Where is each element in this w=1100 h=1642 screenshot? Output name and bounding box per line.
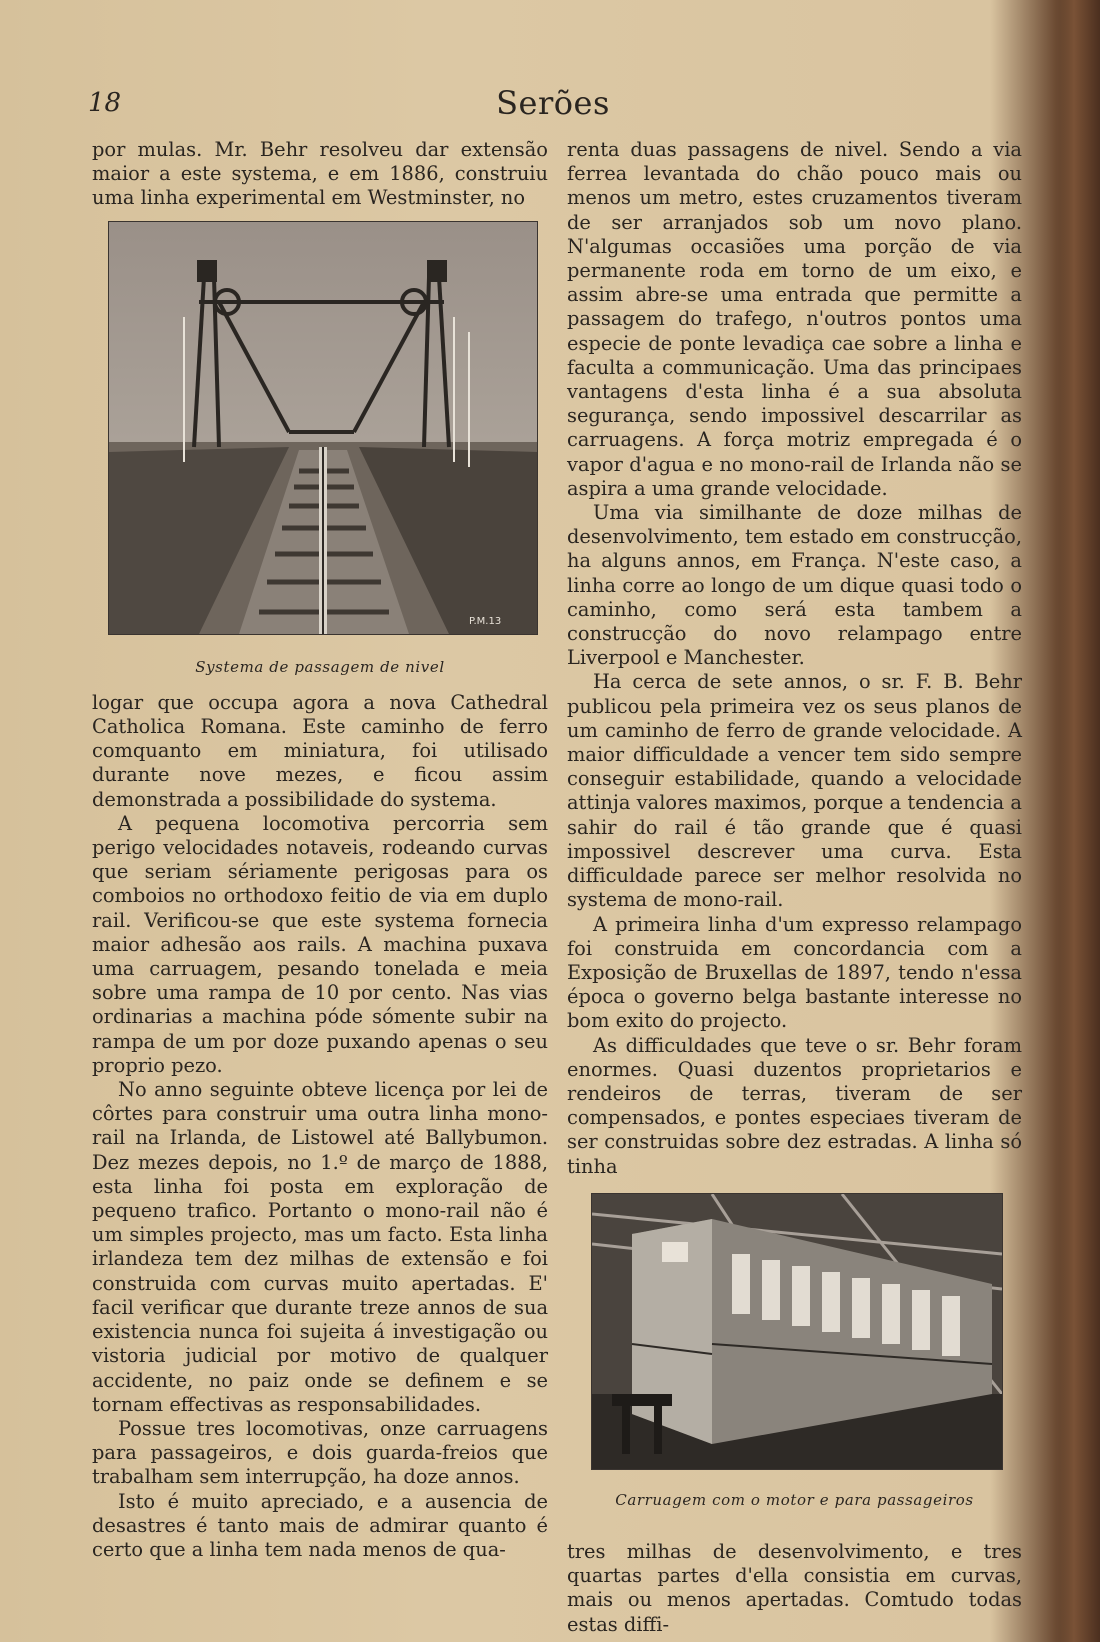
right-paragraph-6: tres milhas de desenvolvimento, e tres quartas partes d'ella consistia em curvas, mais ou menos apertadas. Comtudo todas estas diffi- xyxy=(567,1539,1022,1636)
level-crossing-photo xyxy=(108,221,538,635)
left-paragraph-4: No anno seguinte obteve licença por lei de côrtes para construir uma outra linha mono-rail na Irlanda, de Listowel até Ballybumon. Dez mezes depois, no 1.º de março de 1888, esta linha foi posta em exploração de pequeno trafico. Portanto o mono-rail não é um simples projecto, mas um facto. Esta linha irlandeza tem dez milhas de extensão e foi construida com curvas muito apertadas. E' facil verificar que durante treze annos de sua existencia nunca foi sujeita á investigação ou vistoria judicial por motivo de qualquer accidente, no paiz onde se definem e se tornam effectivas as responsabilidades. xyxy=(92,1078,548,1416)
left-paragraph-6: Isto é muito apreciado, e a ausencia de desastres é tanto mais de admirar quanto é certo que a linha tem nada menos de qua- xyxy=(92,1489,548,1561)
right-column xyxy=(567,138,1022,1637)
left-paragraph-1: por mulas. Mr. Behr resolveu dar extensão maior a este systema, e em 1886, construiu uma linha experimental em Westminster, no xyxy=(92,138,548,210)
photo-credit: P.M.13 xyxy=(469,615,502,627)
figure-caption-level-crossing: Systema de passagem de nivel xyxy=(195,657,445,676)
running-title: Serões xyxy=(496,84,610,122)
page-number: 18 xyxy=(88,88,122,118)
figure-caption-carriage: Carruagem com o motor e para passageiros xyxy=(615,1490,974,1509)
figure-level-crossing xyxy=(92,221,548,679)
left-paragraph-5: Possue tres locomotivas, onze carruagens para passageiros, e dois guarda-freios que trabalham sem interrupção, ha doze annos. xyxy=(92,1416,548,1489)
figure-carriage xyxy=(567,1193,1022,1512)
left-paragraph-2: logar que occupa agora a nova Cathedral Catholica Romana. Este caminho de ferro comquanto em miniatura, foi utilisado durante nove mezes, e ficou assim demonstrada a possibilidade do systema. xyxy=(92,690,548,811)
page-header xyxy=(88,84,1018,128)
right-paragraph-5: As difficuldades que teve o sr. Behr foram enormes. Quasi duzentos proprietarios e rendeiros de terras, tiveram de ser compensados, e pontes especiaes tiveram de ser construidas sobre dez estradas. A linha só tinha xyxy=(567,1033,1022,1178)
book-edge xyxy=(1060,0,1100,1642)
right-paragraph-2: Uma via similhante de doze milhas de desenvolvimento, tem estado em construcção, ha alguns annos, em França. N'este caso, a linha corre ao longo de um dique quasi todo o caminho, como será esta tambem a construcção do novo relampago entre Liverpool e Manchester. xyxy=(567,501,1022,670)
right-paragraph-3: Ha cerca de sete annos, o sr. F. B. Behr publicou pela primeira vez os seus planos de um caminho de ferro de grande velocidade. A maior difficuldade a vencer tem sido sempre conseguir estabilidade, quando a velocidade attinja valores maximos, porque a tendencia a sahir do rail é tão grande que é quasi impossivel descrever uma curva. Esta difficuldade parece ser melhor resolvida no systema de mono-rail. xyxy=(567,670,1022,912)
level-crossing-illustration xyxy=(109,222,537,634)
carriage-illustration xyxy=(592,1194,1002,1469)
right-paragraph-4: A primeira linha d'um expresso relampago foi construida em concordancia com a Exposição de Bruxellas de 1897, tendo n'essa época o governo belga bastante interesse no bom exito do projecto. xyxy=(567,912,1022,1033)
left-paragraph-3: A pequena locomotiva percorria sem perigo velocidades notaveis, rodeando curvas que seriam sériamente perigosas para os comboios no orthodoxo feitio de via em duplo rail. Verificou-se que este systema fornecia maior adhesão aos rails. A machina puxava uma carruagem, pesando tonelada e meia sobre uma rampa de 10 por cento. Nas vias ordinarias a machina póde sómente subir na rampa de um por doze puxando apenas o seu proprio pezo. xyxy=(92,811,548,1077)
left-column xyxy=(92,138,548,1562)
carriage-photo xyxy=(591,1193,1003,1470)
right-paragraph-1: renta duas passagens de nivel. Sendo a via ferrea levantada do chão pouco mais ou menos um metro, estes cruzamentos tiveram de ser arranjados sob um novo plano. N'algumas occasiões uma porção de via permanente roda em torno de um eixo, e assim abre-se uma entrada que permitte a passagem do trafego, n'outros pontos uma especie de ponte levadiça cae sobre a linha e faculta a communicação. Uma das principaes vantagens d'esta linha é a sua absoluta segurança, sendo impossivel descarrilar as carruagens. A força motriz empregada é o vapor d'agua e no mono-rail de Irlanda não se aspira a uma grande velocidade. xyxy=(567,138,1022,500)
